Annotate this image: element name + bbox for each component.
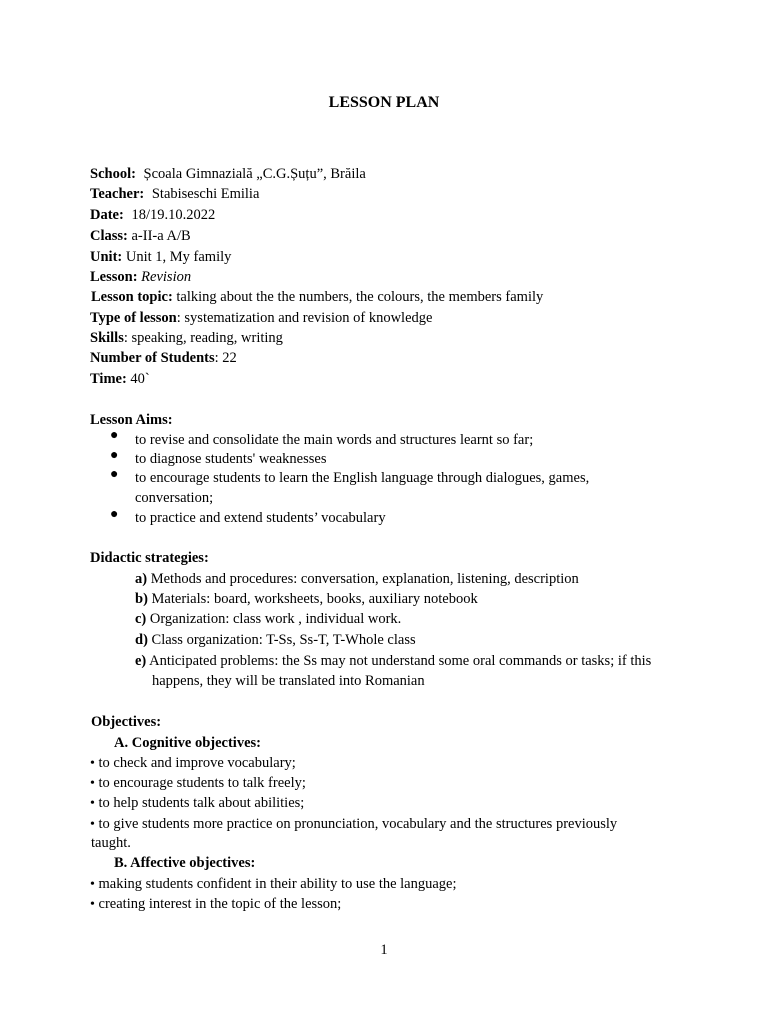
strategy-text: Organization: class work , individual work. (149, 611, 402, 627)
affective-objectives-heading: B. Affective objectives: (114, 855, 256, 871)
field-lesson (90, 267, 191, 287)
strategy-item (135, 589, 478, 609)
bullet-icon: • (90, 877, 95, 892)
strategy-marker: a) (135, 571, 148, 587)
strategy-item (135, 609, 401, 629)
cognitive-item (90, 773, 306, 794)
field-unit (90, 247, 231, 267)
cognitive-item (90, 793, 304, 814)
aims-item: to practice and extend students’ vocabulary (135, 510, 386, 526)
page-number: 1 (380, 942, 388, 958)
field-label: Unit: (90, 249, 123, 265)
bullet-icon: ● (110, 467, 119, 482)
field-label: Skills (90, 330, 124, 346)
field-value: 18/19.10.2022 (127, 207, 216, 223)
field-label: Lesson: (90, 269, 138, 285)
strategy-continuation: happens, they will be translated into Romanian (152, 673, 425, 689)
bullet-icon: ● (110, 428, 119, 443)
strategy-marker: d) (135, 632, 148, 648)
strategy-marker: e) (135, 653, 147, 669)
bullet-icon: • (90, 897, 95, 912)
affective-item-text: creating interest in the topic of the lesson; (98, 896, 342, 912)
strategy-marker: c) (135, 611, 147, 627)
aims-item: to revise and consolidate the main words and structures learnt so far; (135, 432, 534, 448)
cognitive-item-text: to check and improve vocabulary; (98, 755, 296, 771)
objectives-heading: Objectives: (91, 714, 162, 730)
strategy-text: Materials: board, worksheets, books, auxiliary notebook (151, 591, 478, 607)
aims-heading: Lesson Aims: (90, 412, 173, 428)
affective-item-text: making students confident in their ability to use the language; (98, 876, 457, 892)
strategy-text: Class organization: T-Ss, Ss-T, T-Whole class (151, 632, 416, 648)
strategy-text: Methods and procedures: conversation, explanation, listening, description (150, 571, 579, 587)
page-title: LESSON PLAN (328, 94, 440, 111)
aims-item: to encourage students to learn the English language through dialogues, games, (135, 470, 590, 486)
strategy-item (135, 651, 651, 671)
affective-item (90, 874, 457, 895)
strategy-marker: b) (135, 591, 148, 607)
strategy-item (135, 630, 416, 650)
field-school (90, 164, 366, 184)
cognitive-item-continuation: taught. (91, 835, 131, 851)
strategy-text: Anticipated problems: the Ss may not understand some oral commands or tasks; if this (149, 653, 652, 669)
field-time (90, 369, 150, 389)
cognitive-item-text: to help students talk about abilities; (98, 795, 305, 811)
field-value: : 22 (214, 350, 237, 366)
bullet-icon: • (90, 776, 95, 791)
field-label: Time: (90, 371, 127, 387)
field-type-of-lesson (90, 308, 432, 328)
field-value: Revision (141, 269, 192, 285)
field-label: Type of lesson (90, 310, 177, 326)
field-value: Unit 1, My family (125, 249, 232, 265)
affective-item (90, 894, 341, 915)
field-value: Școala Gimnazială „C.G.Șuțu”, Brăila (139, 166, 366, 182)
bullet-icon: • (90, 756, 95, 771)
field-skills (90, 328, 283, 348)
field-value: : systematization and revision of knowledge (176, 310, 433, 326)
bullet-icon: ● (110, 507, 119, 522)
field-label: Teacher: (90, 186, 145, 202)
bullet-icon: • (90, 817, 95, 832)
strategy-item (135, 569, 579, 589)
field-number-of-students (90, 348, 237, 368)
cognitive-item-text: to give students more practice on pronunciation, vocabulary and the structures previously (98, 816, 618, 832)
aims-item: to diagnose students' weaknesses (135, 451, 327, 467)
cognitive-objectives-heading: A. Cognitive objectives: (114, 735, 261, 751)
field-label: Class: (90, 228, 128, 244)
field-label: Date: (90, 207, 124, 223)
aims-item-continuation: conversation; (135, 490, 214, 506)
cognitive-item (90, 814, 617, 835)
cognitive-item-text: to encourage students to talk freely; (98, 775, 306, 791)
field-teacher (90, 184, 259, 204)
bullet-icon: • (90, 796, 95, 811)
field-label: School: (90, 166, 136, 182)
field-label: Lesson topic: (91, 289, 173, 305)
field-value: Stabiseschi Emilia (148, 186, 260, 202)
field-class (90, 226, 191, 246)
field-value: a-II-a A/B (131, 228, 191, 244)
field-date (90, 205, 215, 225)
bullet-icon: ● (110, 448, 119, 463)
strategies-heading: Didactic strategies: (90, 550, 209, 566)
field-lesson-topic (91, 287, 543, 307)
field-value: talking about the the numbers, the colours, the members family (176, 289, 544, 305)
field-value: 40` (130, 371, 150, 387)
field-label: Number of Students (90, 350, 215, 366)
cognitive-item (90, 753, 296, 774)
field-value: : speaking, reading, writing (123, 330, 283, 346)
